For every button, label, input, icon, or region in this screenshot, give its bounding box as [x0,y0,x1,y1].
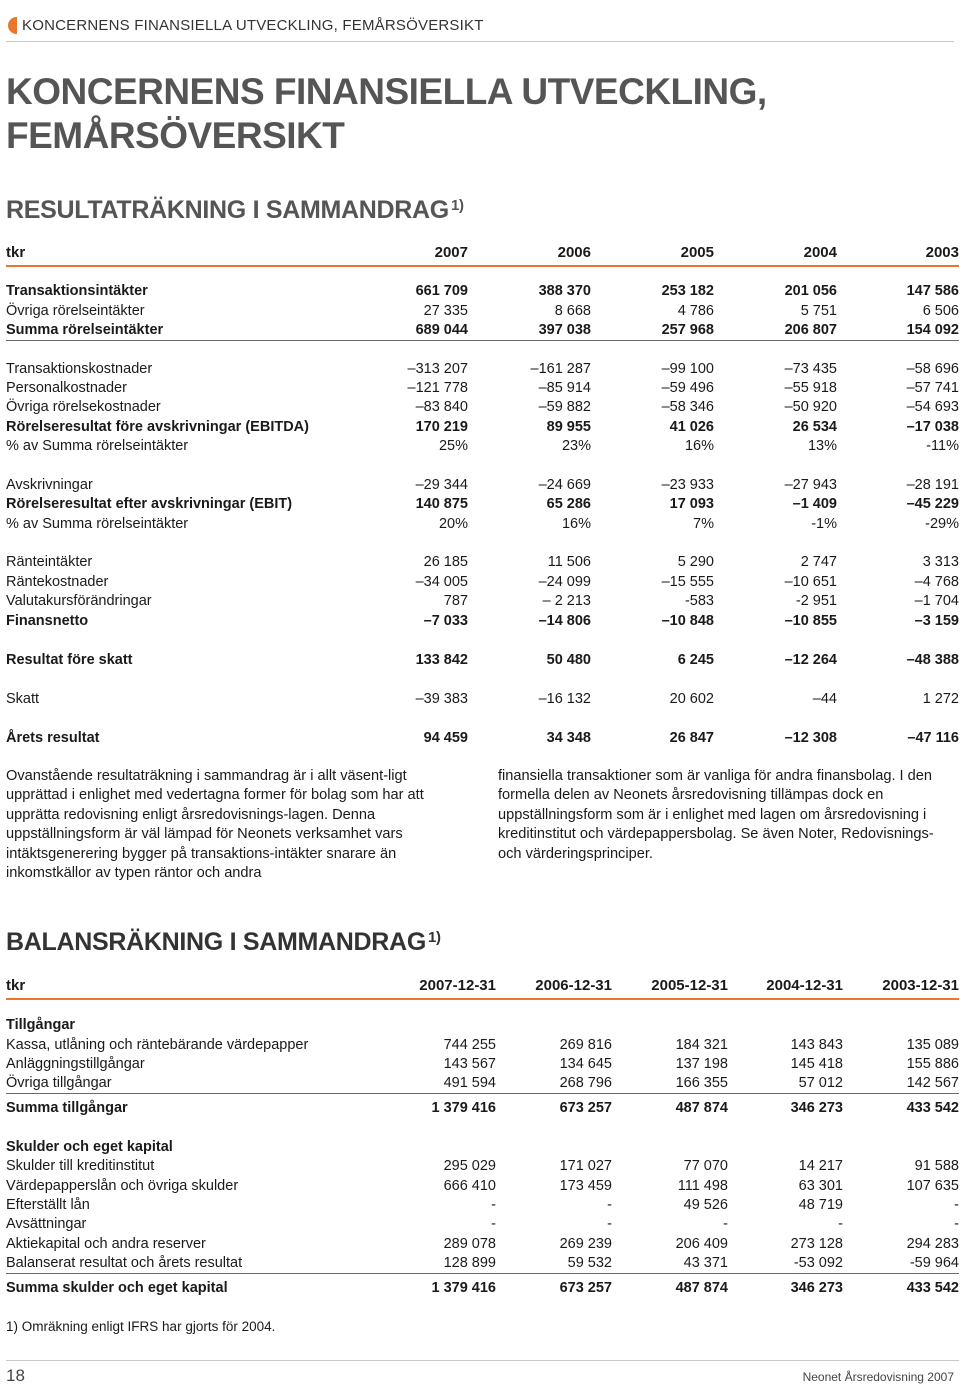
row-value: -2 951 [795,593,837,609]
row-value: 491 594 [443,1075,496,1091]
row-value: 295 029 [443,1158,496,1174]
row-label: Årets resultat [6,730,100,746]
row-value: 433 542 [906,1100,959,1116]
row-label: Övriga tillgångar [6,1075,112,1091]
income-heading-text: RESULTATRÄKNING I SAMMANDRAG [6,196,449,224]
row-value: 268 796 [559,1075,612,1091]
row-value: –12 308 [784,730,837,746]
income-row [6,380,959,399]
row-value: 294 283 [906,1236,959,1252]
row-value: –1 409 [792,496,837,512]
row-value: 20% [438,516,468,532]
row-value: 1 379 416 [431,1280,496,1296]
income-col-header: 2004 [803,244,837,261]
income-row [6,496,959,515]
row-value: –17 038 [906,419,959,435]
row-value: 34 348 [546,730,591,746]
row-value: 5 751 [800,303,837,319]
row-value: –58 696 [906,361,959,377]
row-value: 25% [438,438,468,454]
row-value: 1 379 416 [431,1100,496,1116]
row-value: 16% [561,516,591,532]
row-value: 787 [443,593,468,609]
row-value: 170 219 [415,419,468,435]
row-value: –29 344 [415,477,468,493]
page-number: 18 [6,1366,25,1384]
row-value: –10 848 [661,613,714,629]
row-value: -53 092 [793,1255,843,1271]
income-row [6,691,959,710]
income-col-header: 2007 [434,244,468,261]
row-value: - [723,1216,728,1232]
row-value: 17 093 [669,496,714,512]
row-label: Transaktionskostnader [6,361,153,377]
row-label: Anläggningstillgångar [6,1056,145,1072]
row-value: 6 506 [922,303,959,319]
liabilities-heading [6,1139,959,1158]
row-value: –57 741 [906,380,959,396]
row-value: 65 286 [546,496,591,512]
row-value: –85 914 [538,380,591,396]
row-value: 269 816 [559,1037,612,1053]
row-value: 2 747 [800,554,837,570]
row-value: 1 272 [922,691,959,707]
row-label: Skulder till kreditinstitut [6,1158,155,1174]
row-label: % av Summa rörelseintäkter [6,516,189,532]
row-label: Avskrivningar [6,477,93,493]
income-col-header: 2006 [557,244,591,261]
row-label: Värdepapperslån och övriga skulder [6,1178,239,1194]
row-value: –24 669 [538,477,591,493]
explanation-right: finansiella transaktioner som är vanliga för andra finansbolag. I den formella delen av Neonets årsredovisning tillämpas dock en uppställningsform som är i enlighet med lagen om årsredovisning i kreditinstitut och värdepappersbolag. Se även Noter, Redovisnings- och värderingsprinciper. [498,768,934,862]
row-value: 7% [693,516,714,532]
row-value: 173 459 [559,1178,612,1194]
balance-col-header: 2003-12-31 [882,977,959,994]
row-value: 23% [561,438,591,454]
row-value: –54 693 [906,399,959,415]
row-value: -583 [684,593,714,609]
row-value: 142 567 [906,1075,959,1091]
explanation-left: Ovanstående resultaträkning i sammandrag är i allt väsent-ligt upprättad i enlighet med vedertagna former för bolag som har att upprätta redovisning enligt årsredovisnings-lagen. Denna uppställningsform är väl lämpad för Neonets verksamhet vars intäktsgenerering bygger på transaktions-intäkter snarare än inkomstkällor av typen räntor och andra [6,768,424,882]
row-label: Rörelseresultat efter avskrivningar (EBIT) [6,496,293,512]
row-value: –23 933 [661,477,714,493]
row-value: 111 498 [677,1178,728,1194]
row-value: 8 668 [554,303,591,319]
income-heading-footnote-ref: 1) [450,197,464,214]
running-header: KONCERNENS FINANSIELLA UTVECKLING, FEMÅRSÖVERSIKT [22,17,484,34]
row-value: –7 033 [423,613,468,629]
row-value: –50 920 [784,399,837,415]
row-value: -11% [926,438,959,454]
row-value: –313 207 [407,361,468,377]
row-value: 257 968 [661,322,714,338]
balance-col-header: 2007-12-31 [419,977,496,994]
row-value: 57 012 [798,1075,843,1091]
row-value: 269 239 [559,1236,612,1252]
header-tab-marker [8,17,17,34]
income-row [6,303,959,322]
row-value: 666 410 [443,1178,496,1194]
income-row [6,613,959,632]
row-value: 184 321 [675,1037,728,1053]
row-value: –27 943 [784,477,837,493]
row-value: - [954,1197,959,1213]
income-table-header [6,244,959,267]
row-value: 89 955 [546,419,591,435]
row-value: 166 355 [675,1075,728,1091]
row-value: 171 027 [559,1158,612,1174]
row-label: Finansnetto [6,613,89,629]
row-value: 689 044 [415,322,468,338]
row-value: –16 132 [538,691,591,707]
row-value: 487 874 [675,1100,728,1116]
row-value: - [607,1197,612,1213]
row-value: –14 806 [538,613,591,629]
row-label: Summa tillgångar [6,1100,128,1116]
row-value: 14 217 [798,1158,843,1174]
row-value: –4 768 [914,574,959,590]
income-row [6,361,959,380]
row-value: 3 313 [922,554,959,570]
row-value: 6 245 [677,652,714,668]
row-value: - [954,1216,959,1232]
row-label: Efterställt lån [6,1197,90,1213]
balance-heading [6,928,441,957]
row-label: Valutakursförändringar [6,593,152,609]
income-row [6,574,959,593]
balance-table-header [6,977,959,1000]
row-value: –161 287 [530,361,591,377]
row-label: Summa skulder och eget kapital [6,1280,228,1296]
row-value: 20 602 [669,691,714,707]
income-row [6,516,959,535]
row-value: 41 026 [669,419,714,435]
income-row [6,322,959,341]
balance-heading-footnote-ref: 1) [427,929,441,946]
row-value: –10 855 [784,613,837,629]
income-row [6,593,959,612]
row-value: 253 182 [661,283,714,299]
row-value: 135 089 [906,1037,959,1053]
row-value: 43 371 [683,1255,728,1271]
row-value: 140 875 [415,496,468,512]
balance-col-header: 2005-12-31 [651,977,728,994]
liability-row [6,1197,959,1216]
row-label: Personalkostnader [6,380,127,396]
row-value: 13% [807,438,837,454]
row-value: –48 388 [906,652,959,668]
income-heading [6,196,464,225]
balance-unit-label: tkr [6,977,26,994]
footer-rule [6,1360,959,1361]
liability-row [6,1158,959,1177]
row-label: Kassa, utlåning och räntebärande värdepapper [6,1037,309,1053]
row-value: –73 435 [784,361,837,377]
balance-col-header: 2004-12-31 [766,977,843,994]
row-value: 5 290 [677,554,714,570]
row-value: 49 526 [683,1197,728,1213]
income-row [6,419,959,438]
asset-row [6,1037,959,1056]
row-value: 26 847 [669,730,714,746]
income-unit-label: tkr [6,244,26,261]
row-value: 744 255 [443,1037,496,1053]
row-value: 59 532 [567,1255,612,1271]
row-value: –58 346 [661,399,714,415]
row-value: 91 588 [914,1158,959,1174]
asset-row [6,1056,959,1075]
row-value: 26 534 [792,419,837,435]
row-value: –1 704 [914,593,959,609]
income-row [6,477,959,496]
row-value: 289 078 [443,1236,496,1252]
row-value: –10 651 [784,574,837,590]
row-value: 26 185 [423,554,468,570]
row-value: 155 886 [906,1056,959,1072]
liab-total-row [6,1280,959,1299]
row-value: –45 229 [906,496,959,512]
footer-publication: Neonet Årsredovisning 2007 [802,1370,954,1384]
row-label: % av Summa rörelseintäkter [6,438,189,454]
footnote: 1) Omräkning enligt IFRS har gjorts för 2004. [6,1319,276,1334]
row-value: –24 099 [538,574,591,590]
row-value: 673 257 [559,1100,612,1116]
row-value: 433 542 [906,1280,959,1296]
row-value: –39 383 [415,691,468,707]
income-row [6,438,959,457]
income-row [6,283,959,302]
liability-row [6,1255,959,1274]
row-value: –121 778 [407,380,468,396]
row-value: 273 128 [790,1236,843,1252]
running-header-bar [6,6,954,42]
row-value: 50 480 [546,652,591,668]
row-value: 128 899 [443,1255,496,1271]
row-value: 4 786 [677,303,714,319]
row-value: -1% [811,516,837,532]
income-row [6,554,959,573]
row-value: 346 273 [790,1100,843,1116]
row-value: –44 [812,691,837,707]
row-label: Rörelseresultat före avskrivningar (EBITDA) [6,419,309,435]
row-value: 346 273 [790,1280,843,1296]
row-value: –15 555 [661,574,714,590]
row-value: 27 335 [423,303,468,319]
row-value: 154 092 [906,322,959,338]
row-label: Summa rörelseintäkter [6,322,164,338]
row-value: - [607,1216,612,1232]
row-value: – 2 213 [542,593,591,609]
row-value: 143 843 [790,1037,843,1053]
income-row [6,730,959,749]
row-value: 133 842 [415,652,468,668]
row-value: 201 056 [784,283,837,299]
income-row [6,399,959,418]
row-value: 16% [684,438,714,454]
row-value: –55 918 [784,380,837,396]
income-col-header: 2003 [925,244,959,261]
row-value: -29% [925,516,959,532]
row-value: –83 840 [415,399,468,415]
income-col-header: 2005 [680,244,714,261]
row-value: 94 459 [423,730,468,746]
row-value: - [491,1216,496,1232]
row-value: 206 409 [675,1236,728,1252]
row-value: 206 807 [784,322,837,338]
balance-heading-text: BALANSRÄKNING I SAMMANDRAG [6,928,426,956]
row-label: Resultat före skatt [6,652,133,668]
row-label: Övriga rörelsekostnader [6,399,161,415]
assets-heading [6,1017,959,1036]
row-value: - [491,1197,496,1213]
row-label: Ränteintäkter [6,554,93,570]
row-value: 143 567 [443,1056,496,1072]
row-value: 63 301 [798,1178,843,1194]
row-label: Räntekostnader [6,574,109,590]
liability-row [6,1236,959,1255]
row-value: 487 874 [675,1280,728,1296]
row-value: –99 100 [661,361,714,377]
liability-row [6,1216,959,1235]
row-value: –28 191 [906,477,959,493]
row-label: Avsättningar [6,1216,87,1232]
row-label: Skatt [6,691,40,707]
row-value: –34 005 [415,574,468,590]
liabilities-heading-label: Skulder och eget kapital [6,1139,173,1155]
row-label: Övriga rörelseintäkter [6,303,145,319]
row-value: 145 418 [790,1056,843,1072]
row-value: 48 719 [798,1197,843,1213]
assets-heading-label: Tillgångar [6,1017,76,1033]
row-value: 388 370 [538,283,591,299]
row-value: –47 116 [907,730,959,746]
row-value: 77 070 [683,1158,728,1174]
balance-col-header: 2006-12-31 [535,977,612,994]
income-row [6,652,959,671]
row-value: 134 645 [559,1056,612,1072]
row-value: –59 496 [661,380,714,396]
row-value: 107 635 [906,1178,959,1194]
row-value: –59 882 [538,399,591,415]
row-label: Transaktionsintäkter [6,283,148,299]
row-value: 661 709 [415,283,468,299]
row-label: Aktiekapital och andra reserver [6,1236,206,1252]
row-value: –12 264 [784,652,837,668]
page-title-line1: KONCERNENS FINANSIELLA UTVECKLING, [6,71,767,112]
row-value: - [838,1216,843,1232]
asset-row [6,1075,959,1094]
page-title-line2: FEMÅRSÖVERSIKT [6,115,345,156]
page-title [6,70,767,158]
row-value: 11 506 [547,554,591,570]
row-value: 147 586 [906,283,959,299]
row-value: 397 038 [538,322,591,338]
assets-total-row [6,1100,959,1119]
liability-row [6,1178,959,1197]
row-value: 673 257 [559,1280,612,1296]
row-value: 137 198 [675,1056,728,1072]
row-value: –3 159 [914,613,959,629]
row-value: -59 964 [909,1255,959,1271]
row-label: Balanserat resultat och årets resultat [6,1255,243,1271]
